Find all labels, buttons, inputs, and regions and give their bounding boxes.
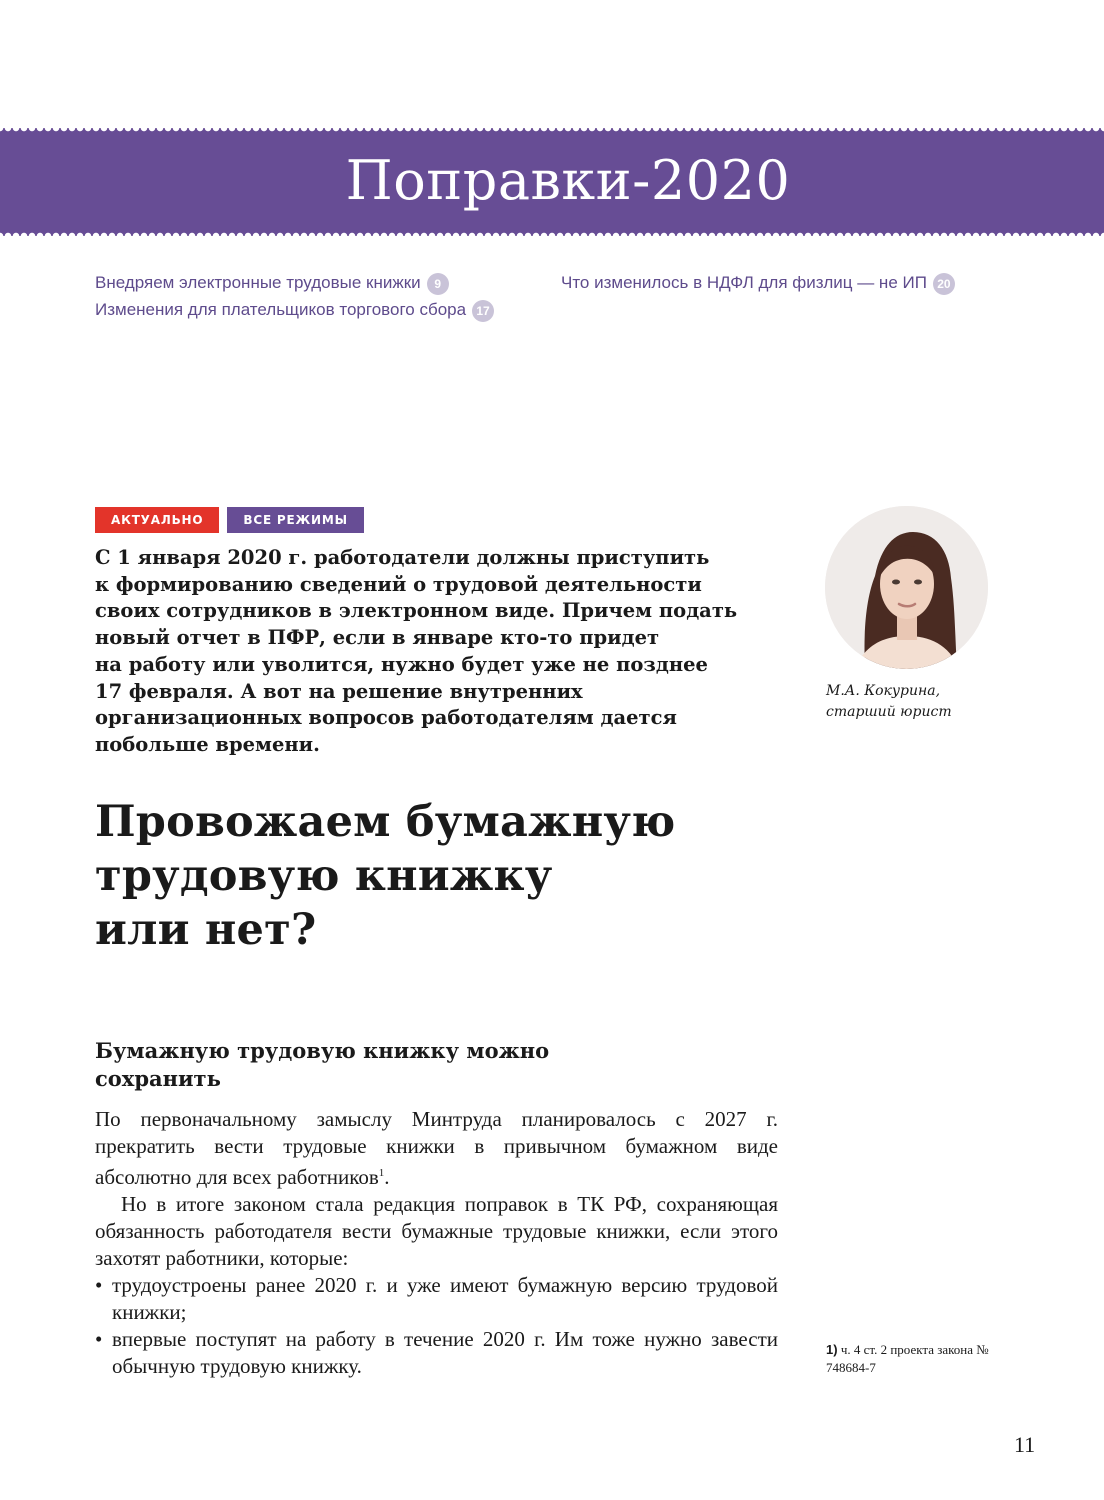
toc-page-badge: 9 — [427, 273, 449, 295]
author-name: М.А. Кокурина, — [826, 683, 941, 699]
lead-paragraph: С 1 января 2020 г. работодатели должны приступить к формированию сведений о трудовой деятельности своих сотрудников в электронном виде. Причем подать новый отчет в ПФР, если в январе кто-то придет на работу или уволится, нужно будет уже не позднее 17 февраля. А вот на решение внутренних организационных вопросов работодателям дается побольше времени. — [95, 546, 738, 756]
toc-item-label: Что изменилось в НДФЛ для физлиц — не ИП — [561, 273, 927, 292]
toc-page-badge: 20 — [933, 273, 955, 295]
author-photo — [825, 506, 988, 669]
toc-item-label: Изменения для плательщиков торгового сбора — [95, 300, 467, 319]
toc-item-label: Внедряем электронные трудовые книжки — [95, 273, 421, 292]
article-headline: Провожаем бумажную трудовую книжку или нет? — [95, 797, 676, 955]
toc-item-ndfl[interactable] — [561, 271, 955, 298]
body-text-end: . — [384, 1165, 390, 1189]
article-subheading: Бумажную трудовую книжку можно сохранить — [95, 1038, 550, 1091]
tag-actual: АКТУАЛЬНО — [95, 507, 219, 533]
page-number: 11 — [1014, 1432, 1036, 1457]
author-caption — [826, 681, 952, 723]
toc-item-trade-fee[interactable] — [95, 298, 494, 325]
footnote-mark: 1) — [826, 1342, 838, 1357]
bullet-list — [95, 1272, 778, 1380]
list-item: • трудоустроены ранее 2020 г. и уже имеют бумажную версию трудовой книжки; — [95, 1272, 778, 1326]
toc-left-column — [95, 271, 494, 325]
body-paragraph: Но в итоге законом стала редакция поправок в ТК РФ, сохраняющая обязанность работодателя вести бумажные трудовые книжки, если этого захотят работники, которые: — [95, 1192, 778, 1270]
body-paragraph — [95, 1106, 778, 1191]
list-item: • впервые поступят на работу в течение 2020 г. Им тоже нужно завести обычную трудовую книжку. — [95, 1326, 778, 1380]
body-text: По первоначальному замыслу Минтруда планировалось с 2027 г. прекратить вести трудовые книжки в привычном бумажном виде абсолютно для всех работников — [95, 1107, 778, 1189]
tag-all-regimes: ВСЕ РЕЖИМЫ — [227, 507, 363, 533]
footnote-text: ч. 4 ст. 2 проекта закона № 748684-7 — [826, 1342, 989, 1375]
article-body — [95, 1106, 778, 1380]
author-portrait-illustration — [825, 506, 988, 669]
footnote — [826, 1341, 1026, 1377]
tag-row — [95, 507, 364, 533]
toc-page-badge: 17 — [472, 300, 494, 322]
footnote-ref: 1 — [378, 1167, 385, 1179]
section-title: Поправки-2020 — [345, 149, 791, 212]
toc-item-electronic-books[interactable] — [95, 271, 494, 298]
toc-right-column — [561, 271, 955, 298]
author-role: старший юрист — [826, 704, 952, 720]
